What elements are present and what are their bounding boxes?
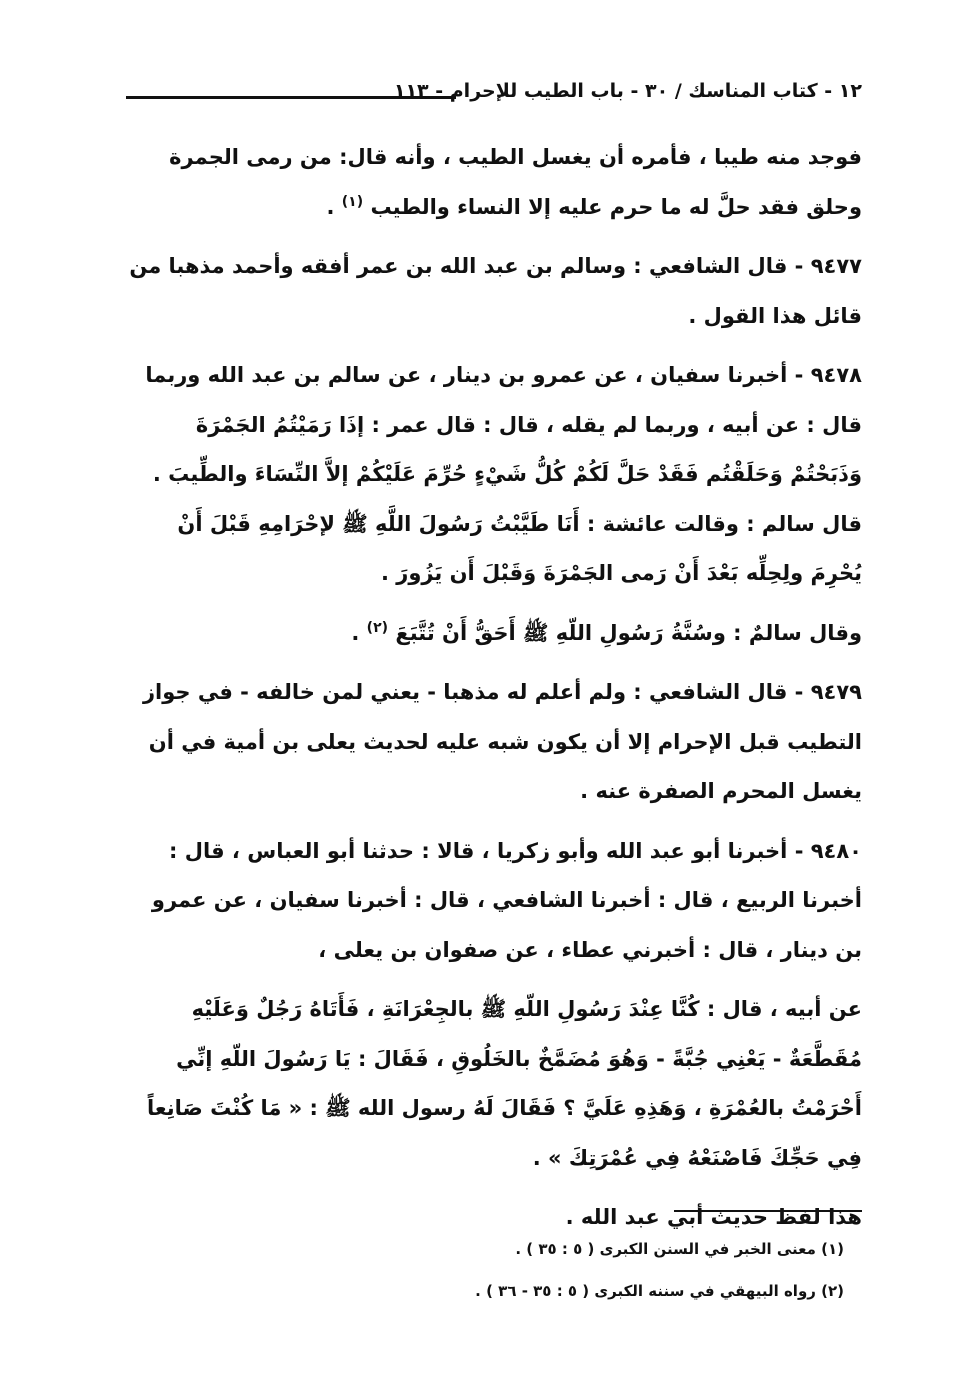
- paragraph-9477: [126, 242, 862, 341]
- main-text: [126, 133, 862, 1253]
- footnote-marker: (١): [341, 193, 364, 210]
- footnote-rule: [674, 1210, 862, 1212]
- footnote-2: (٢) رواه البيهقي في سننه الكبرى ( ٥ : ٣٥ - ٣٦ ) .: [475, 1282, 844, 1300]
- paragraph-text: ٩٤٧٨ - أخبرنا سفيان ، عن عمرو بن دينار ، عن سالم بن عبد الله وربما قال : عن أبيه ، وربما لم يقله ، قال : قال عمر : إذَا رَمَيْتُمُ الجَمْرَةَ وَذَبَحْتُمْ وَحَلَقْتُم فَقَدْ حَلَّ لَكُمْ كُلُّ شَيْءٍ حُرِّمَ عَلَيْكُمْ إلاَّ النِّسَاءَ والطِّيبَ . قال سالم : وقالت عائشة : أَنَا طَيَّبْتُ رَسُولَ اللَّهِ ﷺ لإحْرَامِهِ قَبْلَ أَنْ يُحْرِمَ ولِحِلِّه بَعْدَ أَنْ رَمى الجَمْرَةَ وَقَبْلَ أَن يَزُورَ .: [145, 363, 862, 585]
- paragraph-text: ٩٤٧٩ - قال الشافعي : ولم أعلم له مذهبا - يعني لمن خالفه - في جواز التطيب قبل الإحرام إلا أن يكون شبه عليه لحديث يعلى بن أمية في أن يغسل المحرم الصفرة عنه .: [142, 680, 862, 803]
- paragraph-9479: [126, 668, 862, 817]
- footnotes: [204, 1228, 844, 1312]
- paragraph-text: فوجد منه طيبا ، فأمره أن يغسل الطيب ، وأنه قال: من رمى الجمرة وحلق فقد حلَّ له ما حرم عليه إلا النساء والطيب: [169, 145, 862, 219]
- paragraph-end: .: [326, 194, 342, 219]
- paragraph-text: هذا لفظ حديث أبي عبد الله .: [565, 1205, 862, 1229]
- header-rule: [126, 96, 456, 99]
- paragraph-end: .: [351, 620, 367, 645]
- paragraph-text: ٩٤٨٠ - أخبرنا أبو عبد الله وأبو زكريا ، قالا : حدثنا أبو العباس ، قال : أخبرنا الربيع ، قال : أخبرنا الشافعي ، قال : أخبرنا سفيان ، عن عمرو بن دينار ، قال : أخبرني عطاء ، عن صفوان بن يعلى ،: [151, 838, 862, 962]
- footnote-1: (١) معنى الخبر في السنن الكبرى ( ٥ : ٣٥ ) .: [515, 1240, 844, 1258]
- paragraph-9478: [126, 351, 862, 599]
- running-title: ١٢ - كتاب المناسك / ٣٠ - باب الطيب للإحرام - ١١٣: [393, 80, 862, 102]
- paragraph-text: عن أبيه ، قال : كُنَّا عِنْدَ رَسُولِ اللّهِ ﷺ بالجِعْرَانَةِ ، فَأَتَاهُ رَجُلٌ وَعَلَيْهِ مُقَطَّعَةٌ - يَعْنِي جُبَّةً - وَهُوَ مُضَمَّخٌ بالخَلُوقِ ، فَقَالَ : يَا رَسُولَ اللّهِ إنِّي أَحْرَمْتُ بالعُمْرَةِ ، وَهَذِهِ عَلَيَّ ؟ فَقَالَ لَهُ رسول الله ﷺ : « مَا كُنْتَ صَانِعاً فِي حَجِّكَ فَاصْنَعْهُ فِي عُمْرَتِكَ » .: [147, 997, 862, 1170]
- running-header: [126, 78, 862, 118]
- footnote-marker: (٢): [366, 619, 389, 636]
- paragraph-text: وقال سالمٌ : وسُنَّةُ رَسُولِ اللّهِ ﷺ أَحَقُّ أَنْ تُتَّبَعَ: [395, 620, 862, 645]
- paragraph-9480: [126, 827, 862, 976]
- paragraph-text: ٩٤٧٧ - قال الشافعي : وسالم بن عبد الله بن عمر أفقه وأحمد مذهبا من قائل هذا القول .: [129, 254, 862, 328]
- paragraph-continuation: [126, 133, 862, 232]
- paragraph-hadith-yala: [126, 985, 862, 1183]
- paragraph-salim-quote: [126, 609, 862, 659]
